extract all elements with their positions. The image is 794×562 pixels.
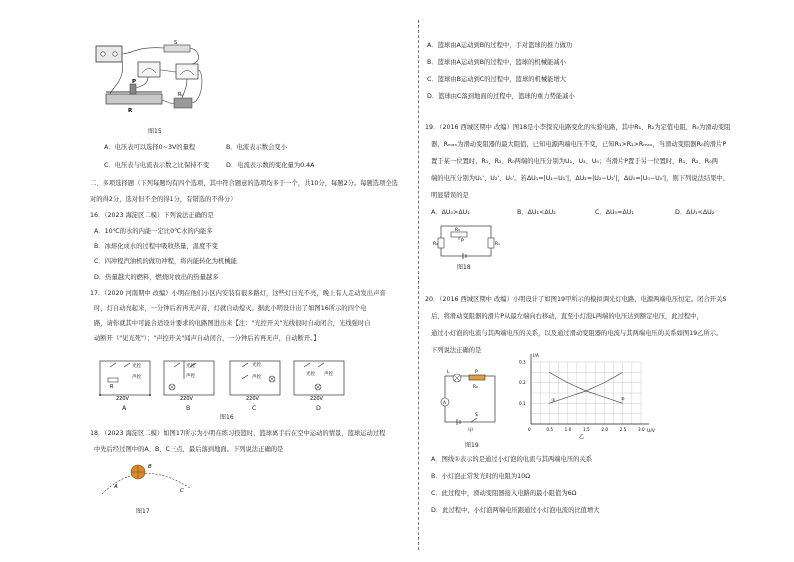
q18-stem-line-2: 中先后经过图中的A、B、C三点，最后落到地面。下列说法正确的是 [94,446,284,453]
chart-grid [531,362,641,424]
circuit-b-guangkong-label: 光控 [186,364,195,369]
x-tick-label: 1.5 [583,427,590,432]
circuit-c-guangkong-label: 光控 [252,363,261,368]
point-b-label: B [148,464,152,470]
q19-stem-line-1: 19．（2016 西城区期中 改编）图18是小李探究电路变化的实验电路，其中R₁、R₂为定值电阻，R₀为滑动变阻 [425,124,731,131]
circuit-c-label: C [252,405,257,412]
figure-16-caption: 图16 [220,414,234,421]
q16-option-d: D．热量越大的燃料，燃烧时放出的热量越多 [94,274,219,281]
q19-stem-line-5: 明显错误的是 [431,192,469,199]
circuit-c [226,357,286,401]
y-tick-label: 0.3 [519,359,526,365]
figure-19-jia-circuit [435,368,505,434]
q20-stem-line-4: 下列说法正确的是 [431,347,482,354]
circuit-d-guangkong-label: 光控 [306,372,315,377]
circuit-a [96,357,156,401]
x-axis-label: U/V [647,429,655,434]
circuit-c-shengkong-label: 声控 [252,375,261,380]
series-label-1: ① [551,398,556,404]
point-a-label: A [114,484,118,490]
q16-option-a: A．10℃的水的内能一定比0℃水的内能多 [94,228,213,235]
svg-text:R: R [128,108,133,114]
q17-stem-line-1: 17．（2020 河南期中 改编）小明在他们小区内安装有很多路灯，这些灯日光不亮，晚上有人走动发出声音 [90,290,386,297]
figure-18-caption: 图18 [457,264,471,271]
q20-option-d: D．此过程中，小灯泡两端电压跟通过小灯泡电流的比值增大 [431,507,600,514]
svg-text:R₀: R₀ [178,92,184,98]
circuit-b-shengkong-label: 声控 [186,374,195,379]
figure-19-caption: 图19 [465,442,479,449]
circuit-d-label: D [316,405,321,412]
q18-option-c: C．篮球由B运动到C的过程中，篮球的机械能增大 [427,76,567,83]
q15-option-a: A．电压表可以选择0~3V的量程 [104,144,196,151]
figure-19-yi-chart [509,350,659,440]
chart-ticks [519,353,656,434]
x-tick-label: 0.5 [546,427,554,432]
figure-17-caption: 图17 [136,508,150,515]
q20-stem-line-2: 后，将滑动变阻器的滑片P从最左端向右移动，直至小灯泡L两端的电压达到额定电压，此过程中， [431,313,703,320]
r2-label: R₂ [433,242,438,247]
point-c-label: C [180,488,184,494]
q19-stem-line-3: 置于某一位置时，R₁、R₂、R₀两端的电压分别为U₁、U₂、U₀；当滑片P置于另一位置时，R₁、R₂、R₀两 [431,158,718,165]
jia-label: 甲 [468,428,474,434]
q17-stem-line-4: 动断开（"见光死"）；"声控开关"闻声自动闭合，一分钟后若再无声，自动断开。】 [94,335,320,342]
q17-stem-line-3: 路，请你就其中可能合适设计要求的电路图进出来【注："光控开关"光线很时自动闭合，光线强时自 [94,320,371,327]
q20-option-a: A．图线①表示的是通过小灯泡的电流与其两端电压的关系 [431,456,593,463]
section-2-heading-line-2: 对的得2分，选对但不全的得1分，有错选的不得分） [90,196,237,203]
switch-label: S [475,413,478,418]
circuit-a-r-label: R [110,384,114,390]
q15-option-b: B．电流表示数会变小 [226,144,287,151]
section-2-heading-line-1: 二、多项选择题（下列每题均有四个选项，其中符合题意的选项均多于一个，共10分，每题2分。每题选项全选 [90,180,398,187]
y-tick-label: 0.2 [519,380,526,386]
x-tick-label: 2.5 [619,427,627,432]
q16-option-c: C．四冲程汽油机的做功冲程，将内能转化为机械能 [94,258,237,265]
q18-option-b: B．篮球由A运动到B的过程中，篮球的机械能减小 [427,59,566,66]
circuit-d [290,357,350,401]
q19-stem-line-4: 端的电压分别为U₁'、U₂'、U₀'。若ΔU₁=|U₁−U₁'|，ΔU₂=|U₂−U₂'|，ΔU₀=|U₀−U₀'|，则下列说法结果中， [431,175,730,182]
ammeter-label: A [443,401,447,406]
q16-option-b: B．冰熔化成水的过程中吸收热量，温度不变 [94,243,218,250]
circuit-b-label: B [186,405,191,412]
x-tick-label: 1.0 [564,427,572,432]
figure-18-circuit [433,222,499,262]
q18-option-d: D．篮球由C落到地面的过程中，篮球的重力势能减小 [427,93,575,100]
svg-text:P: P [132,79,137,85]
lamp-label: L [447,370,450,375]
x-tick-label: 3.0 [638,427,645,432]
q20-stem-line-1: 20．（2016 西城区期中 改编）小明设计了如图19甲所示的模拟调光灯电路，电源两端电压恒定。闭合开关S [425,296,727,303]
q15-option-c: C．电压表与电流表示数之比保持不变 [104,162,210,169]
circuit-d-voltage: 220V [310,396,323,402]
r1-label: R₁ [495,242,500,247]
q19-option-a: A．ΔU₀>ΔU₁ [431,209,470,216]
svg-text:S: S [174,40,178,46]
circuit-a-guangkong-label: 光控 [132,364,141,369]
circuit-b-voltage: 220V [180,396,193,402]
slider-p-label: P [475,370,478,375]
q19-option-b: B．ΔU₁<ΔU₂ [517,209,556,216]
q17-stem-line-2: 时，灯自动亮起来，一分钟后若再无声音，灯就自动熄灭。据此小明设计出了如图16所示的四个电 [94,305,367,312]
r0-label: R₀ [455,228,460,233]
q20-stem-line-3: 通过小灯泡的电流与其两端电压的关系，以及通过滑动变阻器的电流与其两端电压的关系如图19乙所示。 [431,330,723,337]
circuit-d-shengkong-label: 声控 [324,372,333,377]
yi-label: 乙 [579,434,585,440]
q19-stem-line-2: 器，Rₘₐₓ为滑动变阻器的最大阻值，已知电源两端电压不变，已知R₁>R₂>Rₘₐₓ，当滑动变阻器R₀的滑片P [431,141,727,148]
x-tick-label: 2.0 [601,427,609,432]
figure-15-caption: 图15 [148,128,162,135]
y-tick-label: 0.1 [519,400,526,406]
circuit-a-label: A [122,405,127,412]
right-page-column [397,0,794,562]
rheostat-label: R₀ [473,385,478,390]
p-label: P [461,239,464,244]
q20-option-b: B．小灯泡正常发光时的电阻为10Ω [431,473,531,480]
figure-17-basketball-trajectory [94,460,204,508]
figure-15-circuit [92,40,208,126]
circuit-a-voltage: 220V [116,396,129,402]
q18-option-a: A．篮球由A运动到B的过程中，手对篮球的推力做功 [427,42,573,49]
series-label-2: ② [620,397,625,403]
circuit-c-voltage: 220V [246,396,259,402]
y-axis-label: I/A [533,354,539,359]
q20-option-c: C．此过程中，滑动变阻器接入电路的最小阻值为6Ω [431,490,577,497]
circuit-b [160,357,220,401]
q18-stem-line-1: 18．（2023 海淀区二模）如图17所示为小明在练习投篮时，篮球离手后在空中运动的情景，篮球运动过程 [90,430,386,437]
q19-option-d: D．ΔU₁<ΔU₂ [675,209,715,216]
x-tick-label: 0 [528,427,531,432]
q16-stem: 16．（2023 海淀区二模）下列说法正确的是 [90,212,214,219]
q19-option-c: C．ΔU₀=ΔU₁ [595,209,634,216]
q15-option-d: D．电流表示数的变化量为0.4A [226,162,315,169]
circuit-a-shengkong-label: 声控 [132,375,141,380]
